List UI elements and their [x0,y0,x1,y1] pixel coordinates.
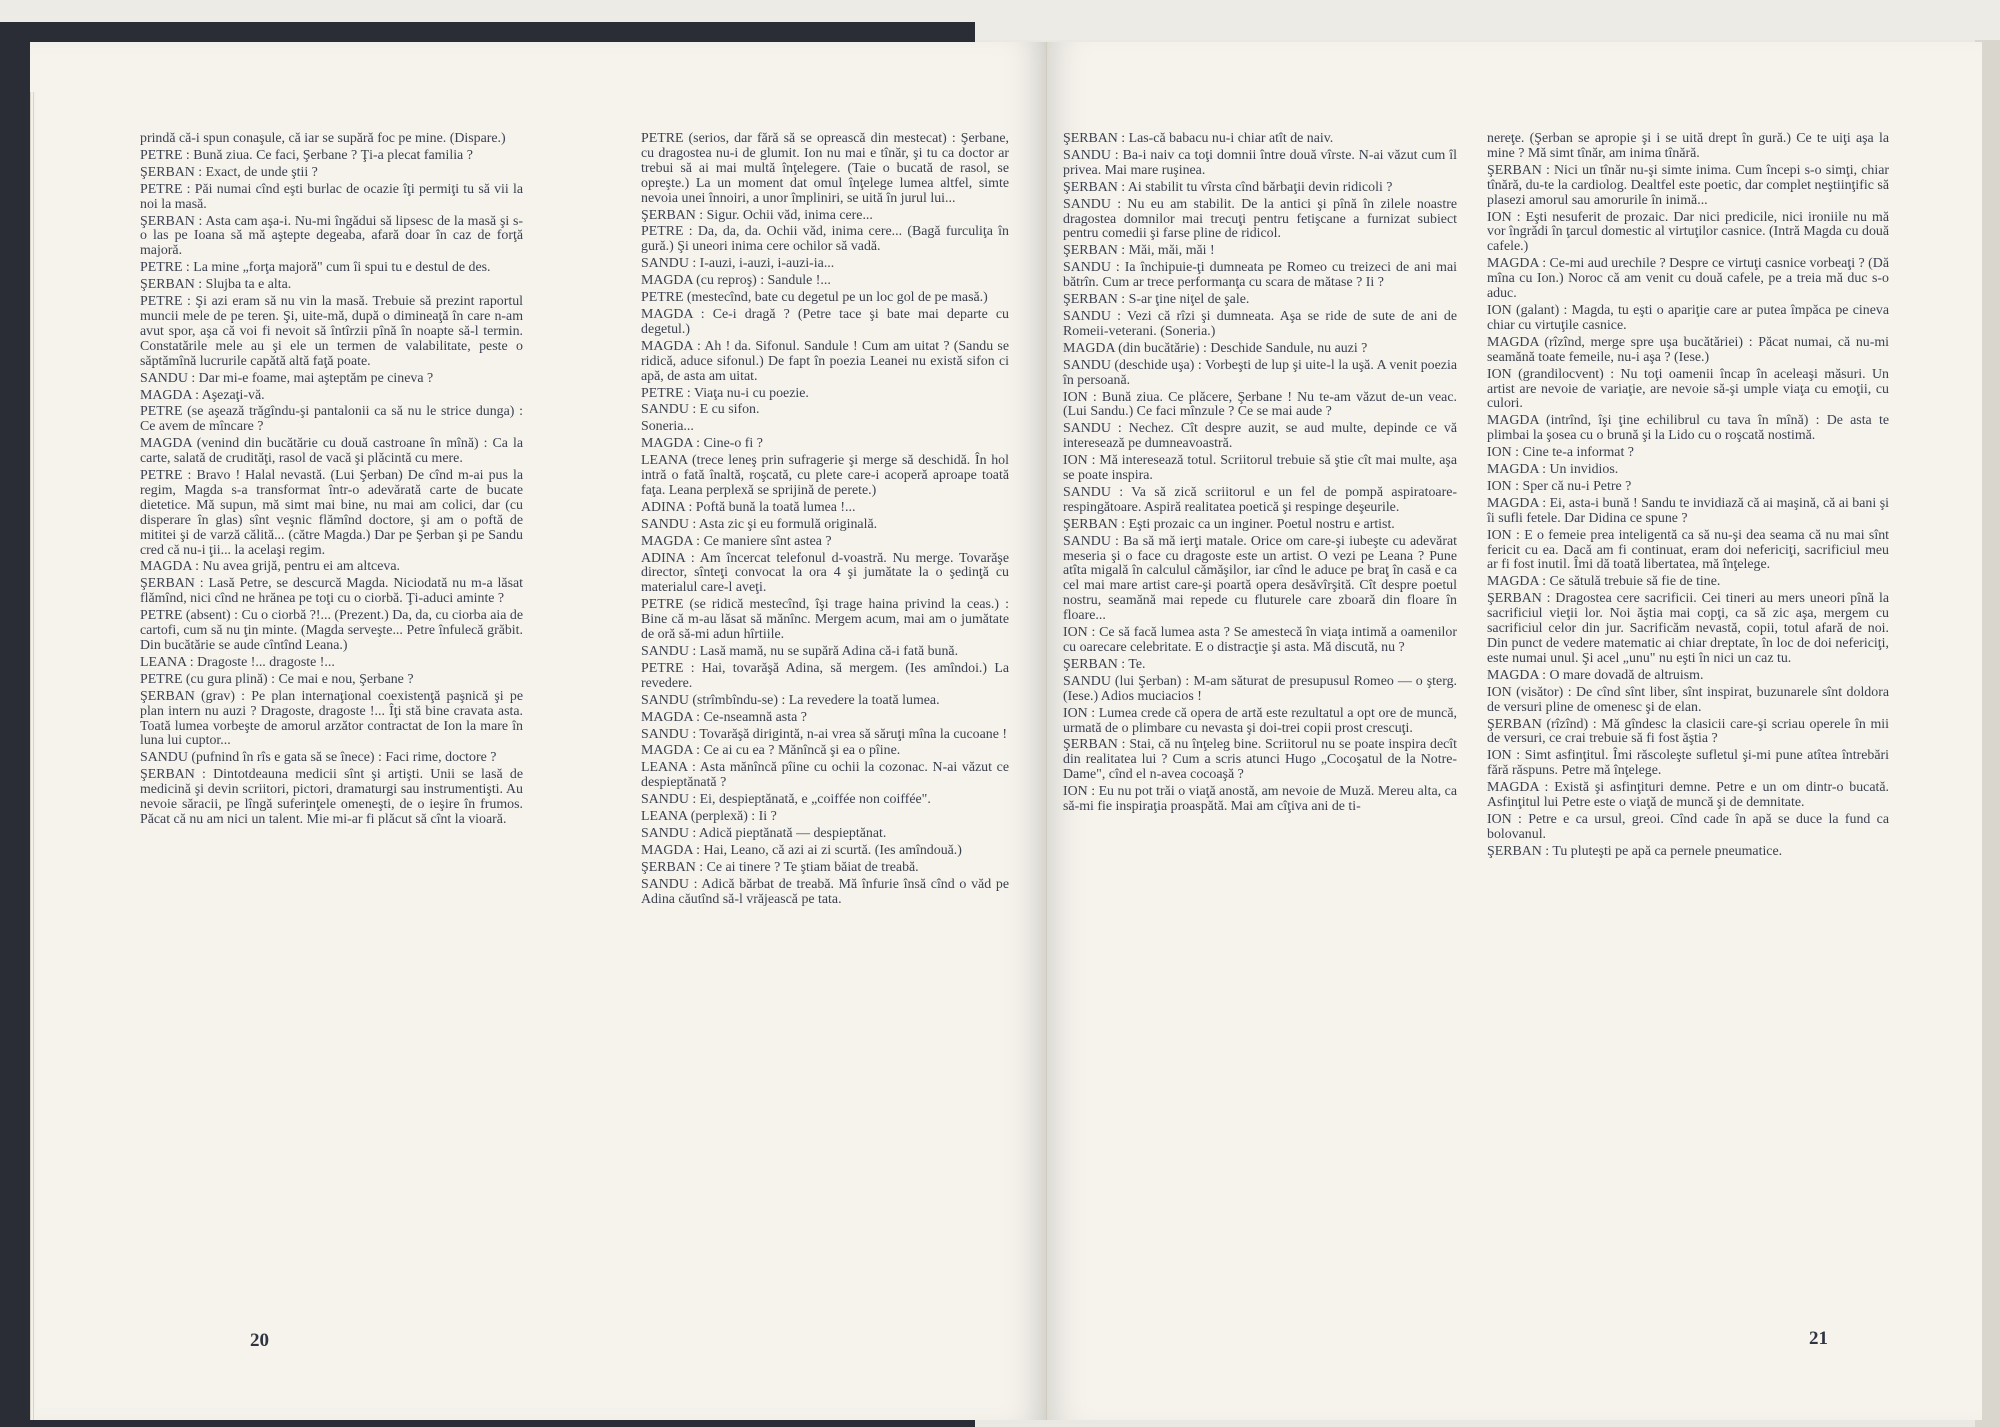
text-paragraph: LEANA (trece leneş prin sufragerie şi merge să deschidă. În hol intră o fată înaltă, roşcată, cu plete care-i acoperă aproape toată faţa. Leana perplexă se sprijină de perete.) [641,453,1009,498]
text-paragraph: ION : E o femeie prea inteligentă ca să nu-şi dea seama că nu mai sînt fericit cu ea. Dacă am fi continuat, eram doi nefericiţi, sacrificiul meu ar fi fost inutil. Îmi dă toată libertatea, mă înţelege. [1487,527,1889,573]
text-paragraph: ION : Eşti nesuferit de prozaic. Dar nici predicile, nici ironiile nu mă vor îngrădi în ţarcul domestic al virtuţilor casnice. (Intră Magda cu două cafele.) [1487,209,1889,255]
text-paragraph: MAGDA : O mare dovadă de altruism. [1487,667,1704,683]
text-paragraph: ADINA : Am încercat telefonul d-voastră. Nu merge. Tovarăşe director, sînteţi convocat la ora 4 şi jumătate la o şedinţă cu materialul care-l aveţi. [641,550,1009,596]
text-paragraph: MAGDA (rîzînd, merge spre uşa bucătăriei) : Păcat numai, că nu-mi seamănă toate femeile, nu-i aşa ? (Iese.) [1487,334,1889,365]
text-paragraph: ŞERBAN : Las-că babacu nu-i chiar atît de naiv. [1063,131,1334,146]
text-paragraph: SANDU : Ia închipuie-ţi dumneata pe Romeo cu treizeci de ani mai bătrîn. Cum ar trece performanţa cu scara de mătase ? Ii ? [1063,260,1457,291]
text-paragraph: ION (galant) : Magda, tu eşti o apariţie care ar putea împăca pe cineva chiar cu virtuţile casnice. [1487,302,1889,333]
text-paragraph: ŞERBAN : Te. [1063,656,1146,672]
text-paragraph: SANDU : Ba să mă ierţi matale. Orice om care-şi iubeşte cu adevărat meseria şi o face cu dragoste este un artist. O vezi pe Leana ? Pune atîta migală în calculul cămăşilor, iar cînd le aduce pe braţ în casă e ca cel mai mare artist care-şi poartă opera desăvîrşită. Cît despre poetul nostru, seamănă mai repede cu fluturele care zboară din floare în floare... [1063,533,1457,624]
text-paragraph: PETRE (serios, dar fără să se oprească din mestecat) : Şerbane, cu dragostea nu-i de glumit. Ion nu mai e tînăr, şi tu ca doctor ar trebui să ai mai multă înţelegere. (Taie o bucată de rasol, se opreşte.) La un moment dat omul înţelege lumea altfel, simte nevoia unei înnoiri, a unor împliniri, se uită în jurul lui... [641,131,1009,206]
text-paragraph: LEANA : Dragoste !... dragoste !... [140,654,335,670]
text-paragraph: ŞERBAN : Dragostea cere sacrificii. Cei tineri au mers uneori pînă la sacrificiul vieţii lor. Noi ăştia mai copţi, ca să zic aşa, mergem cu sacrificiul celor din jur. Sacrificăm nevastă, copii, totul afară de noi. Din punct de vedere matematic ai chiar dreptate, în loc de doi nefericiţi, este numai unul. Şi acel „unu" nu eşti în nici un caz tu. [1487,591,1889,666]
text-paragraph: ŞERBAN : Dintotdeauna medicii sînt şi artişti. Unii se lasă de medicină şi devin scriitori, pictori, dramaturgi sau instrumentişti. Au nevoie săracii, pe lîngă suferinţele omeneşti, de o ieşire în frumos. Păcat că nu am nici un talent. Mie mi-ar fi plăcut să cînt la vioară. [140,767,523,827]
text-paragraph: PETRE : Păi numai cînd eşti burlac de ocazie îţi permiţi tu să vii la noi la masă. [140,181,523,212]
text-paragraph: SANDU : Adică pieptănată — despieptănat. [641,825,887,841]
text-paragraph: ŞERBAN : Sigur. Ochii văd, inima cere... [641,207,873,223]
text-paragraph: SANDU : Adică bărbat de treabă. Mă înfurie însă cînd o văd pe Adina căutînd să-l vrăjească pe tata. [641,876,1009,907]
text-paragraph: ION (visător) : De cînd sînt liber, sînt inspirat, buzunarele sînt doldora de versuri pline de omenesc şi de elan. [1487,684,1889,715]
text-paragraph: SANDU : Nechez. Cît despre auzit, se aud multe, depinde ce vă interesează pe dumneavoastră. [1063,421,1457,452]
page-number-right: 21 [1809,1328,1828,1349]
text-paragraph: ŞERBAN (rîzînd) : Mă gîndesc la clasicii care-şi scriau operele în mii de versuri, ce crai trebuie să fi fost ăştia ? [1487,716,1889,747]
text-paragraph: ION : Lumea crede că opera de artă este rezultatul a opt ore de muncă, urmată de o plimbare cu nevasta şi doi-trei copii prost crescuţi. [1063,705,1457,736]
text-paragraph: ŞERBAN : Exact, de unde ştii ? [140,164,318,180]
right-page-column-2 [1487,132,1889,862]
right-page-column-1 [1063,132,1457,817]
text-paragraph: SANDU : I-auzi, i-auzi, i-auzi-ia... [641,256,835,272]
text-paragraph: ADINA : Poftă bună la toată lumea !... [641,499,856,515]
text-paragraph: ION : Petre e ca ursul, greoi. Cînd cade în apă se duce la fund ca bolovanul. [1487,811,1889,842]
text-paragraph: PETRE : La mine „forţa majoră" cum îi spui tu e destul de des. [140,260,491,276]
text-paragraph: MAGDA : Un invidios. [1487,462,1619,478]
left-page [30,42,1047,1420]
text-paragraph: ŞERBAN : Tu pluteşti pe apă ca pernele pneumatice. [1487,843,1783,859]
left-page-column-1 [140,132,523,830]
text-paragraph: SANDU : Ba-i naiv ca toţi domnii între două vîrste. N-ai văzut cum îl privea. Mai mare ruşinea. [1063,147,1457,178]
text-paragraph: PETRE : Hai, tovarăşă Adina, să mergem. (Ies amîndoi.) La revedere. [641,660,1009,691]
text-paragraph: SANDU : Vezi că rîzi şi dumneata. Aşa se ride de sute de ani de Romeii-veterani. (Soneria.) [1063,308,1457,339]
text-paragraph: MAGDA (venind din bucătărie cu două castroane în mînă) : Ca la carte, salată de crudităţi, rasol de vacă şi plăcintă cu mere. [140,436,523,467]
text-paragraph: SANDU : Tovarăşă dirigintă, n-ai vrea să săruţi mîna la cucoane ! [641,726,1007,742]
text-paragraph: ŞERBAN : Lasă Petre, se descurcă Magda. Niciodată nu m-a lăsat flămînd, nici cînd ne hrănea pe toţi cu o ciorbă. Ţi-aduci aminte ? [140,576,523,607]
text-paragraph: MAGDA : Nu avea grijă, pentru ei am altceva. [140,559,400,575]
text-paragraph: LEANA : Asta mănîncă pîine cu ochii la cozonac. N-ai văzut ce despieptănată ? [641,760,1009,791]
text-paragraph: MAGDA (din bucătărie) : Deschide Sandule, nu auzi ? [1063,340,1368,356]
text-paragraph: MAGDA : Ce-nseamnă asta ? [641,709,807,725]
text-paragraph: SANDU (lui Şerban) : M-am săturat de presupusul Romeo — o şterg. (Iese.) Adios muciacios ! [1063,673,1457,704]
text-paragraph: ION : Simt asfinţitul. Îmi răscoleşte sufletul şi-mi pune atîtea întrebări fără răspuns. Petre mă înţelege. [1487,748,1889,779]
page-number-left: 20 [250,1330,269,1351]
text-paragraph: ION : Cine te-a informat ? [1487,445,1634,461]
text-paragraph: ŞERBAN : Stai, că nu înţeleg bine. Scriitorul nu se poate inspira decît din realitatea lui ? Cum a scris atunci Hugo „Cocoşatul de la Notre-Dame", cînd el n-avea cocoaşă ? [1063,737,1457,783]
text-paragraph: MAGDA : Ei, asta-i bună ! Sandu te invidiază că ai maşină, că ai bani şi îi sufli fetele. Dar Didina ce spune ? [1487,495,1889,526]
text-paragraph: PETRE : Bună ziua. Ce faci, Şerbane ? Ţi-a plecat familia ? [140,147,473,163]
text-paragraph: ION : Ce să facă lumea asta ? Se amestecă în viaţa intimă a oamenilor cu oarecare celebritate. E o distracţie şi asta. Mă discută, nu ? [1063,625,1457,655]
text-paragraph: MAGDA : Ce-i dragă ? (Petre tace şi bate mai departe cu degetul.) [641,306,1009,337]
right-page [1047,42,1982,1420]
text-paragraph: SANDU : E cu sifon. [641,402,760,418]
text-paragraph: PETRE (absent) : Cu o ciorbă ?!... (Prezent.) Da, da, cu ciorba aia de cartofi, cum să nu ţin minte. (Magda serveşte... Petre înfulecă grăbit. Din bucătărie se aude cîntînd Leana.) [140,608,524,653]
text-paragraph: MAGDA : Există şi asfinţituri demne. Petre e un om dintr-o bucată. Asfinţitul lui Petre este o viaţă de muncă şi de demnitate. [1487,780,1889,811]
text-paragraph: PETRE : Bravo ! Halal nevastă. (Lui Şerban) De cînd m-ai pus la regim, Magda s-a transformat într-o adevărată carte de bucate dietetice. Mă supun, mă simt mai bine, nu mai am colici, dar (cu disperare în glas) sînt veşnic flămînd doctore, şi am o poftă de mititei şi de varză călită... (către Magda.) Dar pe Şerban şi pe Sandu cred că nu-i ţii... la acelaşi regim. [140,468,523,558]
text-paragraph: ION (grandilocvent) : Nu toţi oamenii încap în aceleaşi măsuri. Un artist are nevoie de variaţie, are nevoie să-şi umple viaţa cu emoţii, cu culori. [1487,366,1889,412]
text-paragraph: ŞERBAN : S-ar ţine niţel de şale. [1063,292,1250,308]
text-paragraph: ŞERBAN : Nici un tînăr nu-şi simte inima. Cum începi s-o simţi, chiar tînără, du-te la cardiolog. Dealtfel este poetic, dar complet neştiinţific să plasezi amorul sau amorurile în inimă... [1487,162,1889,208]
text-paragraph: Soneria... [641,419,694,435]
text-paragraph: ŞERBAN : Eşti prozaic ca un inginer. Poetul nostru e artist. [1063,516,1395,532]
left-page-column-2 [641,132,1009,910]
text-paragraph: PETRE (cu gura plină) : Ce mai e nou, Şerbane ? [140,671,414,687]
text-paragraph: ŞERBAN : Asta cam aşa-i. Nu-mi îngădui să lipsesc de la masă şi s-o las pe Ioana să mă aştepte degeaba, afară doar în caz de forţă majoră. [140,213,523,259]
text-paragraph: SANDU : Va să zică scriitorul e un fel de pompă aspiratoare-respingătoare. Aspiră realitatea poetică şi respinge deşeurile. [1063,484,1457,515]
text-paragraph: PETRE (se aşează trăgîndu-şi pantalonii ca să nu le strice dunga) : Ce avem de mîncare ? [140,404,523,435]
text-paragraph: SANDU : Nu eu am stabilit. De la antici şi pînă în zilele noastre dragostea domnilor mai trecuţi pentru fetişcane a furnizat subiect pentru comedii şi farse pline de ridicol. [1063,196,1457,242]
text-paragraph: LEANA (perplexă) : Ii ? [641,809,777,825]
text-paragraph: SANDU (strîmbîndu-se) : La revedere la toată lumea. [641,692,940,708]
text-paragraph: MAGDA : Cine-o fi ? [641,436,763,452]
text-paragraph: ION : Bună ziua. Ce plăcere, Şerbane ! Nu te-am văzut de-un veac. (Lui Sandu.) Ce faci mînzule ? Ce se mai aude ? [1063,389,1457,420]
text-paragraph: PETRE (se ridică mestecînd, îşi trage haina privind la ceas.) : Bine că m-au lăsat să mănînc. Mergem acum, mai am o jumătate de oră să-mi adun hîrtiile. [641,597,1009,643]
text-paragraph: PETRE : Da, da, da. Ochii văd, inima cere... (Bagă furculiţa în gură.) Şi uneori inima cere ochilor să vadă. [641,224,1009,255]
text-paragraph: prindă că-i spun conaşule, că iar se supără foc pe mine. (Dispare.) [140,131,506,146]
text-paragraph: ŞERBAN (grav) : Pe plan internaţional coexistenţă paşnică şi pe plan intern nu auzi ? Dragoste, dragoste !... Îţi stă bine cravata asta. Toată lumea vorbeşte de amorul arzător contractat de Ion la mare în luna lui cuptor... [140,688,523,749]
text-paragraph: MAGDA : Ah ! da. Sifonul. Sandule ! Cum am uitat ? (Sandu se ridică, aduce sifonul.) De fapt în poezia Leanei nu există sifon ci apă, de asta am uitat. [641,338,1009,384]
text-paragraph: SANDU : Asta zic şi eu formulă originală. [641,516,878,532]
text-paragraph: SANDU : Lasă mamă, nu se supără Adina că-i fată bună. [641,644,959,659]
text-paragraph: SANDU : Ei, despieptănată, e „coiffée non coiffée". [641,792,931,808]
text-paragraph: MAGDA : Ce ai cu ea ? Mănîncă şi ea o pîine. [641,743,901,759]
text-paragraph: ION : Mă interesează totul. Scriitorul trebuie să ştie cît mai multe, aşa se poate inspira. [1063,453,1457,484]
text-paragraph: MAGDA : Hai, Leano, că azi ai zi scurtă. (Ies amîndouă.) [641,842,962,858]
text-paragraph: ŞERBAN : Ce ai tinere ? Te ştiam băiat de treabă. [641,859,919,875]
text-paragraph: nereţe. (Şerban se apropie şi i se uită drept în gură.) Ce te uiţi aşa la mine ? Mă simt tînăr, am inima tînără. [1487,131,1889,161]
text-paragraph: SANDU (pufnind în rîs e gata să se înece) : Faci rime, doctore ? [140,750,497,766]
text-paragraph: ION : Eu nu pot trăi o viaţă anostă, am nevoie de Muză. Mereu alta, ca să-mi fie inspiraţia proaspătă. Mai am cîţiva ani de ti- [1063,784,1457,815]
text-paragraph: SANDU : Dar mi-e foame, mai aşteptăm pe cineva ? [140,370,434,386]
text-paragraph: ION : Sper că nu-i Petre ? [1487,478,1632,494]
text-paragraph: SANDU (deschide uşa) : Vorbeşti de lup şi uite-l la uşă. A venit poezia în persoană. [1063,357,1457,388]
text-paragraph: ŞERBAN : Ai stabilit tu vîrsta cînd bărbaţii devin ridicoli ? [1063,179,1393,195]
text-paragraph: ŞERBAN : Măi, măi, măi ! [1063,243,1215,259]
text-paragraph: MAGDA : Ce sătulă trebuie să fie de tine. [1487,574,1721,590]
text-paragraph: PETRE : Şi azi eram să nu vin la masă. Trebuie să prezint raportul muncii mele de pe teren. Şi, uite-mă, după o dimineaţă în care n-am avut spor, aşa că voi fi nevoit să întîrzii pînă în noapte să-l termin. Constatările mele au şi ele un termen de valabilitate, peste o săptămînă lucrurile capătă altă faţă poate. [140,294,523,369]
text-paragraph: MAGDA : Ce maniere sînt astea ? [641,533,832,549]
text-paragraph: MAGDA : Ce-mi aud urechile ? Despre ce virtuţi casnice vorbeaţi ? (Dă mîna cu Ion.) Noroc că am venit cu două cafele, pe a treia mă duc s-o aduc. [1487,256,1889,302]
text-paragraph: PETRE (mestecînd, bate cu degetul pe un loc gol de pe masă.) [641,290,988,306]
text-paragraph: PETRE : Viaţa nu-i cu poezie. [641,385,809,401]
page-stack-edge [30,92,36,1420]
text-paragraph: ŞERBAN : Slujba ta e alta. [140,277,292,293]
text-paragraph: MAGDA : Aşezaţi-vă. [140,387,265,403]
text-paragraph: MAGDA (cu reproş) : Sandule !... [641,273,831,289]
text-paragraph: MAGDA (intrînd, îşi ţine echilibrul cu tava în mînă) : De asta te plimbai la şosea cu o brună şi la Lido cu o roşcată nostimă. [1487,413,1889,444]
